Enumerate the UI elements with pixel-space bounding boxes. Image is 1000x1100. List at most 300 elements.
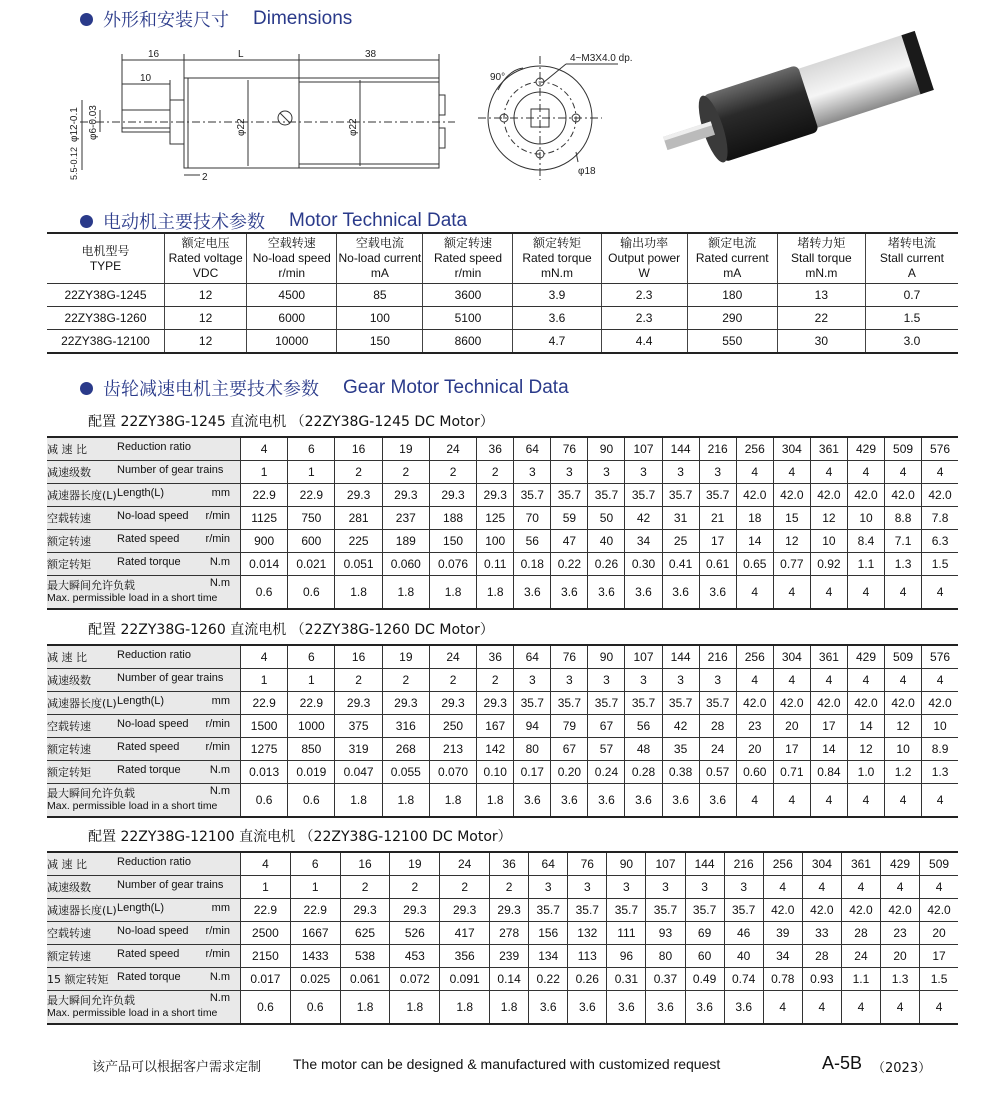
table-cell: 600 (288, 530, 335, 553)
header-cn: 堵转力矩 (797, 236, 846, 250)
table-cell: 35.7 (646, 899, 685, 922)
table-cell: 12 (810, 507, 847, 530)
table-cell: 538 (340, 945, 390, 968)
table-cell: 22.9 (241, 899, 291, 922)
table-cell: 35.7 (514, 692, 551, 715)
row-label-unit: r/min (205, 718, 230, 730)
header-unit: mA (723, 266, 742, 280)
table-cell: 29.3 (335, 484, 382, 507)
table-cell: 0.060 (382, 553, 429, 576)
table-cell: 3 (551, 461, 588, 484)
table-cell: 4 (922, 461, 958, 484)
table-cell: 22ZY38G-12100 (47, 330, 164, 354)
table-cell: 0.6 (288, 784, 335, 818)
row-label-cn: 减速器长度(L) (47, 904, 117, 917)
section-title-en: Dimensions (253, 8, 353, 29)
table-cell: 4 (881, 991, 920, 1025)
table-cell: 1.2 (885, 761, 922, 784)
table-cell: 216 (724, 852, 763, 876)
table-cell: 12 (164, 307, 246, 330)
table-cell: 213 (429, 738, 476, 761)
table-cell: 3 (625, 669, 662, 692)
table-cell: 375 (335, 715, 382, 738)
table-cell: 189 (382, 530, 429, 553)
header-unit: mN.m (541, 266, 574, 280)
table-cell: 0.076 (429, 553, 476, 576)
table-cell: 94 (514, 715, 551, 738)
table-cell: 39 (763, 922, 802, 945)
table-cell: 23 (736, 715, 773, 738)
table-cell: 0.24 (588, 761, 625, 784)
table-cell: 256 (763, 852, 802, 876)
row-label (47, 461, 241, 484)
table-cell: 4.4 (601, 330, 687, 354)
row-label-unit: N.m (209, 764, 230, 776)
table-cell: 107 (625, 645, 662, 669)
table-cell: 0.055 (382, 761, 429, 784)
header-cn: 空载转速 (267, 236, 316, 250)
table-cell: 0.017 (241, 968, 291, 991)
table-cell: 150 (429, 530, 476, 553)
page-number: A-5B (822, 1053, 863, 1073)
dim-16: 16 (148, 49, 160, 60)
table-cell: 0.047 (335, 761, 382, 784)
table-cell: 2 (335, 669, 382, 692)
table-cell: 1.8 (382, 576, 429, 610)
table-cell: 3.6 (625, 784, 662, 818)
table-cell: 12 (773, 530, 810, 553)
table-cell: 22 (777, 307, 865, 330)
table-cell: 34 (625, 530, 662, 553)
table-cell: 3.9 (513, 284, 601, 307)
table-cell: 76 (551, 437, 588, 461)
table-cell: 4 (885, 784, 922, 818)
table-cell: 225 (335, 530, 382, 553)
row-label (47, 945, 241, 968)
row-label-cn: 空载转速 (47, 927, 91, 940)
table-cell: 4 (810, 576, 847, 610)
table-cell: 42.0 (736, 484, 773, 507)
row-label-en: Max. permissible load in a short time (47, 1007, 218, 1019)
row-label-en: Rated torque (117, 971, 181, 983)
table-cell: 7.1 (885, 530, 922, 553)
table-cell: 0.77 (773, 553, 810, 576)
table-cell: 1.8 (340, 991, 390, 1025)
header-en: Output power (608, 251, 681, 265)
table-cell: 8.4 (847, 530, 884, 553)
table-cell: 46 (724, 922, 763, 945)
table-cell: 12 (847, 738, 884, 761)
row-label (47, 715, 241, 738)
table-cell: 64 (514, 437, 551, 461)
table-cell: 17 (920, 945, 958, 968)
row-label (47, 968, 241, 991)
table-cell: 96 (607, 945, 646, 968)
table-cell: 42.0 (847, 692, 884, 715)
table-cell: 0.014 (241, 553, 288, 576)
row-label-en: Reduction ratio (117, 856, 191, 868)
table-cell: 56 (625, 715, 662, 738)
row-label (47, 530, 241, 553)
table-cell: 429 (847, 645, 884, 669)
header-cn: 电机型号 (81, 243, 130, 258)
row-label-cn: 减 速 比 (47, 858, 87, 871)
table-cell: 3.6 (662, 576, 699, 610)
table-cell: 0.38 (662, 761, 699, 784)
table-cell: 3 (588, 461, 625, 484)
row-label-unit: r/min (205, 925, 230, 937)
table-cell: 4 (773, 669, 810, 692)
table-cell: 3 (662, 669, 699, 692)
table-cell: 16 (335, 437, 382, 461)
row-label (47, 669, 241, 692)
table-cell: 42.0 (736, 692, 773, 715)
table-cell: 1.8 (429, 576, 476, 610)
row-label (47, 922, 241, 945)
table-cell: 57 (588, 738, 625, 761)
table-cell: 0.070 (429, 761, 476, 784)
table-cell: 113 (568, 945, 607, 968)
table-cell: 2 (340, 876, 390, 899)
table-cell: 0.65 (736, 553, 773, 576)
table-cell: 14 (847, 715, 884, 738)
table-cell: 239 (490, 945, 529, 968)
table-cell: 19 (382, 645, 429, 669)
table-cell: 67 (588, 715, 625, 738)
table-cell: 24 (429, 437, 476, 461)
row-label-en: No-load speed (117, 925, 189, 937)
table-cell: 4 (922, 669, 958, 692)
table-cell: 4 (773, 461, 810, 484)
dim-5-5: 5.5-0.12 (69, 146, 79, 180)
table-cell: 0.49 (685, 968, 724, 991)
footer-note-cn: 该产品可以根据客户需求定制 (92, 1060, 262, 1075)
dim-L: L (238, 49, 244, 60)
table-cell: 144 (685, 852, 724, 876)
table-cell: 1 (290, 876, 340, 899)
table-cell: 0.61 (699, 553, 736, 576)
row-label-en: Length(L) (117, 902, 165, 914)
row-label (47, 876, 241, 899)
table-cell: 1 (241, 461, 288, 484)
header-unit: r/min (454, 266, 482, 280)
table-cell: 17 (773, 738, 810, 761)
table-cell: 0.051 (335, 553, 382, 576)
table-cell: 42.0 (841, 899, 880, 922)
table-cell: 1.8 (440, 991, 490, 1025)
row-label-cn: 15 额定转矩 (47, 973, 109, 986)
table-cell: 278 (490, 922, 529, 945)
table-cell: 22.9 (288, 484, 335, 507)
table-cell: 0.17 (514, 761, 551, 784)
table-cell: 0.7 (865, 284, 958, 307)
table-cell: 132 (568, 922, 607, 945)
row-label-unit: r/min (205, 948, 230, 960)
motor-table-header (687, 233, 777, 284)
table-cell: 4 (763, 991, 802, 1025)
table-cell: 1.3 (881, 968, 920, 991)
motor-table-header (164, 233, 246, 284)
table-cell: 29.3 (382, 692, 429, 715)
row-label (47, 852, 241, 876)
table-cell: 0.6 (241, 991, 291, 1025)
table-cell: 0.74 (724, 968, 763, 991)
row-label-cn: 减速级数 (47, 881, 91, 894)
table-cell: 24 (699, 738, 736, 761)
table-cell: 30 (777, 330, 865, 354)
row-label-en: Rated speed (117, 533, 180, 545)
table-cell: 111 (607, 922, 646, 945)
table-cell: 42.0 (922, 484, 958, 507)
table-cell: 304 (773, 645, 810, 669)
table-cell: 0.6 (241, 576, 288, 610)
header-unit: mN.m (805, 266, 838, 280)
table-cell: 1.8 (335, 576, 382, 610)
table-cell: 90 (607, 852, 646, 876)
table-row (47, 784, 958, 818)
header-en: Rated current (695, 251, 769, 265)
table-cell: 4 (885, 461, 922, 484)
table-cell: 4 (922, 576, 958, 610)
table-cell: 0.10 (477, 761, 514, 784)
row-label (47, 761, 241, 784)
table-cell: 42 (625, 507, 662, 530)
table-cell: 36 (477, 437, 514, 461)
row-label-cn: 减速级数 (47, 674, 91, 687)
table-cell: 0.78 (763, 968, 802, 991)
table-cell: 2150 (241, 945, 291, 968)
table-cell: 4 (885, 669, 922, 692)
motor-table-header (601, 233, 687, 284)
table-cell: 29.3 (490, 899, 529, 922)
table-cell: 42.0 (773, 484, 810, 507)
table-cell: 22.9 (288, 692, 335, 715)
table-cell: 1.8 (477, 784, 514, 818)
table-cell: 1 (288, 669, 335, 692)
row-label-unit: N.m (209, 992, 230, 1004)
table-row (47, 437, 958, 461)
table-cell: 35.7 (724, 899, 763, 922)
table-cell: 17 (810, 715, 847, 738)
header-unit: A (907, 266, 916, 280)
table-cell: 4 (241, 645, 288, 669)
table-cell: 1.8 (382, 784, 429, 818)
row-label (47, 484, 241, 507)
table-cell: 1.0 (847, 761, 884, 784)
row-label-cn: 额定转速 (47, 535, 91, 548)
header-en: Rated torque (522, 251, 592, 265)
row-label-en: No-load speed (117, 718, 189, 730)
dim-10: 10 (140, 73, 152, 84)
table-cell: 4 (810, 784, 847, 818)
table-cell: 1667 (290, 922, 340, 945)
row-label-en: Number of gear trains (117, 879, 224, 891)
table-cell: 0.41 (662, 553, 699, 576)
dim-shaft: φ6-0.03 (88, 105, 99, 140)
header-unit: W (638, 266, 650, 280)
table-cell: 3.6 (514, 784, 551, 818)
row-label (47, 507, 241, 530)
table-cell: 0.26 (588, 553, 625, 576)
table-cell: 0.28 (625, 761, 662, 784)
table-cell: 35.7 (588, 692, 625, 715)
header-en: Stall torque (790, 251, 852, 265)
table-cell: 750 (288, 507, 335, 530)
table-cell: 35.7 (662, 692, 699, 715)
row-label-unit: r/min (205, 510, 230, 522)
row-label (47, 645, 241, 669)
dim-2: 2 (202, 172, 208, 183)
table-cell: 2 (335, 461, 382, 484)
table-cell: 3 (588, 669, 625, 692)
table-cell: 35.7 (514, 484, 551, 507)
table-cell: 0.14 (490, 968, 529, 991)
row-label-en: Reduction ratio (117, 441, 191, 453)
table-cell: 29.3 (429, 484, 476, 507)
table-cell: 429 (847, 437, 884, 461)
header-en: No-load speed (252, 251, 331, 265)
front-view-drawing (478, 40, 638, 190)
table-cell: 35.7 (529, 899, 568, 922)
table-cell: 6 (288, 645, 335, 669)
table-row (47, 669, 958, 692)
table-cell: 2 (429, 669, 476, 692)
table-cell: 0.93 (802, 968, 841, 991)
table-cell: 0.22 (529, 968, 568, 991)
table-cell: 3.6 (662, 784, 699, 818)
table-cell: 85 (337, 284, 423, 307)
table-cell: 1 (241, 876, 291, 899)
table-cell: 4 (810, 461, 847, 484)
table-cell: 6 (290, 852, 340, 876)
table-cell: 14 (810, 738, 847, 761)
table-cell: 0.31 (607, 968, 646, 991)
table-row (47, 738, 958, 761)
row-label-en: Rated torque (117, 764, 181, 776)
table-cell: 4 (841, 876, 880, 899)
row-label-unit: r/min (205, 533, 230, 545)
table-cell: 12 (164, 284, 246, 307)
table-cell: 42.0 (810, 692, 847, 715)
dim-boss: φ12-0.1 (69, 107, 80, 142)
dim-d22b: φ22 (348, 118, 359, 136)
table-cell: 19 (390, 852, 440, 876)
row-label-en: Number of gear trains (117, 672, 224, 684)
row-label-cn: 额定转速 (47, 743, 91, 756)
table-cell: 4.7 (513, 330, 601, 354)
angle-note: 90° (490, 72, 506, 83)
table-cell: 3 (568, 876, 607, 899)
table-cell: 10 (847, 507, 884, 530)
table-cell: 0.11 (477, 553, 514, 576)
table-row (47, 968, 958, 991)
table-cell: 4 (802, 991, 841, 1025)
table-cell: 319 (335, 738, 382, 761)
table-cell: 28 (841, 922, 880, 945)
table-cell: 20 (920, 922, 958, 945)
table-cell: 1.8 (390, 991, 440, 1025)
gear-config-title: 配置 22ZY38G-12100 直流电机 （22ZY38G-12100 DC Motor） (88, 829, 512, 845)
table-cell: 3600 (423, 284, 513, 307)
table-row (47, 899, 958, 922)
table-cell: 14 (736, 530, 773, 553)
table-cell: 29.3 (335, 692, 382, 715)
table-cell: 2 (477, 669, 514, 692)
table-cell: 900 (241, 530, 288, 553)
table-cell: 1.8 (335, 784, 382, 818)
header-cn: 输出功率 (620, 236, 669, 250)
table-row (47, 876, 958, 899)
table-cell: 40 (724, 945, 763, 968)
table-cell: 268 (382, 738, 429, 761)
table-cell: 4 (736, 576, 773, 610)
row-label (47, 899, 241, 922)
table-cell: 3 (646, 876, 685, 899)
table-cell: 2.3 (601, 307, 687, 330)
table-cell: 56 (514, 530, 551, 553)
row-label-cn: 减速器长度(L) (47, 489, 117, 502)
table-cell: 76 (551, 645, 588, 669)
table-cell: 1.8 (477, 576, 514, 610)
table-cell: 144 (662, 437, 699, 461)
section-title-cn: 齿轮减速电机主要技术参数 (103, 379, 319, 400)
table-cell: 429 (881, 852, 920, 876)
table-cell: 64 (514, 645, 551, 669)
row-label-cn: 最大瞬间允许负载 (47, 994, 135, 1007)
row-label-cn: 额定转速 (47, 950, 91, 963)
table-cell: 24 (841, 945, 880, 968)
table-cell: 2.3 (601, 284, 687, 307)
row-label-cn: 减 速 比 (47, 651, 87, 664)
table-cell: 4 (773, 784, 810, 818)
motor-table-header (423, 233, 513, 284)
table-cell: 125 (477, 507, 514, 530)
row-label-cn: 减 速 比 (47, 443, 87, 456)
table-cell: 13 (777, 284, 865, 307)
table-cell: 250 (429, 715, 476, 738)
table-cell: 0.025 (290, 968, 340, 991)
bullet-icon (80, 13, 93, 26)
header-unit: r/min (278, 266, 306, 280)
table-cell: 4 (241, 852, 291, 876)
table-cell: 22.9 (241, 692, 288, 715)
row-label-unit: mm (211, 902, 230, 914)
table-cell: 42.0 (802, 899, 841, 922)
table-cell: 21 (699, 507, 736, 530)
table-cell: 0.021 (288, 553, 335, 576)
table-cell: 188 (429, 507, 476, 530)
table-cell: 70 (514, 507, 551, 530)
table-cell: 625 (340, 922, 390, 945)
table-cell: 1.5 (865, 307, 958, 330)
table-cell: 16 (335, 645, 382, 669)
table-cell: 16 (340, 852, 390, 876)
table-cell: 42.0 (810, 484, 847, 507)
gear-table-1245 (47, 436, 958, 610)
table-cell: 50 (588, 507, 625, 530)
row-label-unit: N.m (209, 785, 230, 797)
page-year: （2023） (872, 1061, 932, 1076)
table-cell: 1275 (241, 738, 288, 761)
table-cell: 509 (885, 645, 922, 669)
table-cell: 35.7 (699, 484, 736, 507)
row-label-cn: 减速级数 (47, 466, 91, 479)
table-cell: 361 (810, 645, 847, 669)
table-cell: 3.6 (699, 576, 736, 610)
header-cn: 额定电流 (708, 236, 757, 250)
row-label-cn: 空载转速 (47, 512, 91, 525)
table-cell: 25 (662, 530, 699, 553)
